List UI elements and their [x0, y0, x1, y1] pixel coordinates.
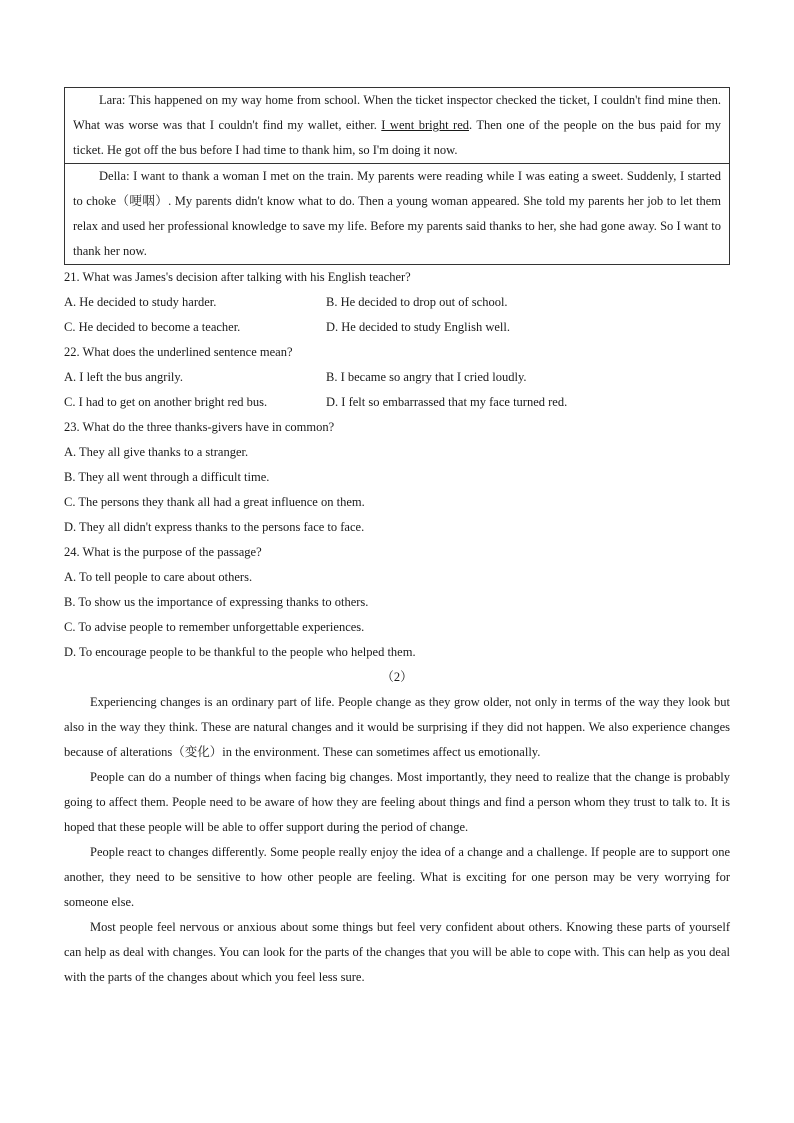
question-22 [64, 340, 730, 415]
option-b: B. He decided to drop out of school. [326, 295, 508, 309]
lara-text: Lara: This happened on my way home from school. When the ticket inspector checked the ticket, I couldn't find mine then. What was worse was that I couldn't find my wallet, either. I went bright red. Then one of the people on the bus paid for my ticket. He got off the bus before I had time to thank him, so I'm doing it now. [73, 93, 722, 157]
passage-paragraph: People react to changes differently. Some people really enjoy the idea of a change and a challenge. If people are to support one another, they need to be sensitive to how other people are feeling. What is exciting for one person may be very worrying for someone else. [64, 845, 730, 909]
option-b: B. They all went through a difficult time. [64, 470, 270, 484]
document-page [64, 87, 730, 990]
option-a: A. To tell people to care about others. [64, 570, 253, 584]
option-a: A. He decided to study harder. [64, 295, 217, 309]
passage-paragraph: Most people feel nervous or anxious about some things but feel very confident about others. Knowing these parts of yourself can help as deal with changes. You can look for the parts of the changes that you will be able to cope with. This can help as you deal with the parts of the changes about which you feel less sure. [64, 920, 730, 984]
option-a: A. They all give thanks to a stranger. [64, 445, 249, 459]
testimonial-della [65, 163, 729, 264]
option-c: C. To advise people to remember unforgettable experiences. [64, 620, 365, 634]
question-21 [64, 265, 730, 340]
underlined-sentence: I went bright red [381, 118, 469, 132]
section-heading: （2） [381, 670, 413, 684]
option-d: D. He decided to study English well. [326, 320, 510, 334]
testimonial-lara [65, 88, 729, 163]
question-24 [64, 540, 730, 665]
passage-paragraph: Experiencing changes is an ordinary part of life. People change as they grow older, not only in terms of the way they look but also in the way they think. These are natural changes and it would be surprising if they did not happen. We also experience changes because of alterations（变化）in the environment. These can sometimes affect us emotionally. [64, 695, 730, 759]
option-d: D. To encourage people to be thankful to the people who helped them. [64, 645, 416, 659]
option-c: C. The persons they thank all had a great influence on them. [64, 495, 365, 509]
question-stem: 24. What is the purpose of the passage? [64, 545, 262, 559]
option-c: C. I had to get on another bright red bus. [64, 395, 268, 409]
option-b: B. To show us the importance of expressing thanks to others. [64, 595, 369, 609]
option-a: A. I left the bus angrily. [64, 370, 183, 384]
question-23 [64, 415, 730, 540]
question-stem: 22. What does the underlined sentence mean? [64, 345, 293, 359]
question-stem: 21. What was James's decision after talking with his English teacher? [64, 270, 411, 284]
testimonial-table [64, 87, 730, 265]
question-stem: 23. What do the three thanks-givers have in common? [64, 420, 335, 434]
passage-paragraph: People can do a number of things when facing big changes. Most importantly, they need to realize that the change is probably going to affect them. People need to be aware of how they are feeling about things and find a person whom they trust to talk to. It is hoped that these people will be able to offer support during the period of change. [64, 770, 730, 834]
della-text: Della: I want to thank a woman I met on the train. My parents were reading while I was eating a sweet. Suddenly, I started to choke（哽咽）. My parents didn't know what to do. Then a young woman appeared. She told my parents her job to let them relax and used her professional knowledge to save my life. Before my parents said thanks to her, she had gone away. So I want to thank her now. [73, 169, 721, 258]
option-d: D. I felt so embarrassed that my face turned red. [326, 395, 568, 409]
option-b: B. I became so angry that I cried loudly. [326, 370, 527, 384]
option-d: D. They all didn't express thanks to the persons face to face. [64, 520, 365, 534]
option-c: C. He decided to become a teacher. [64, 320, 241, 334]
